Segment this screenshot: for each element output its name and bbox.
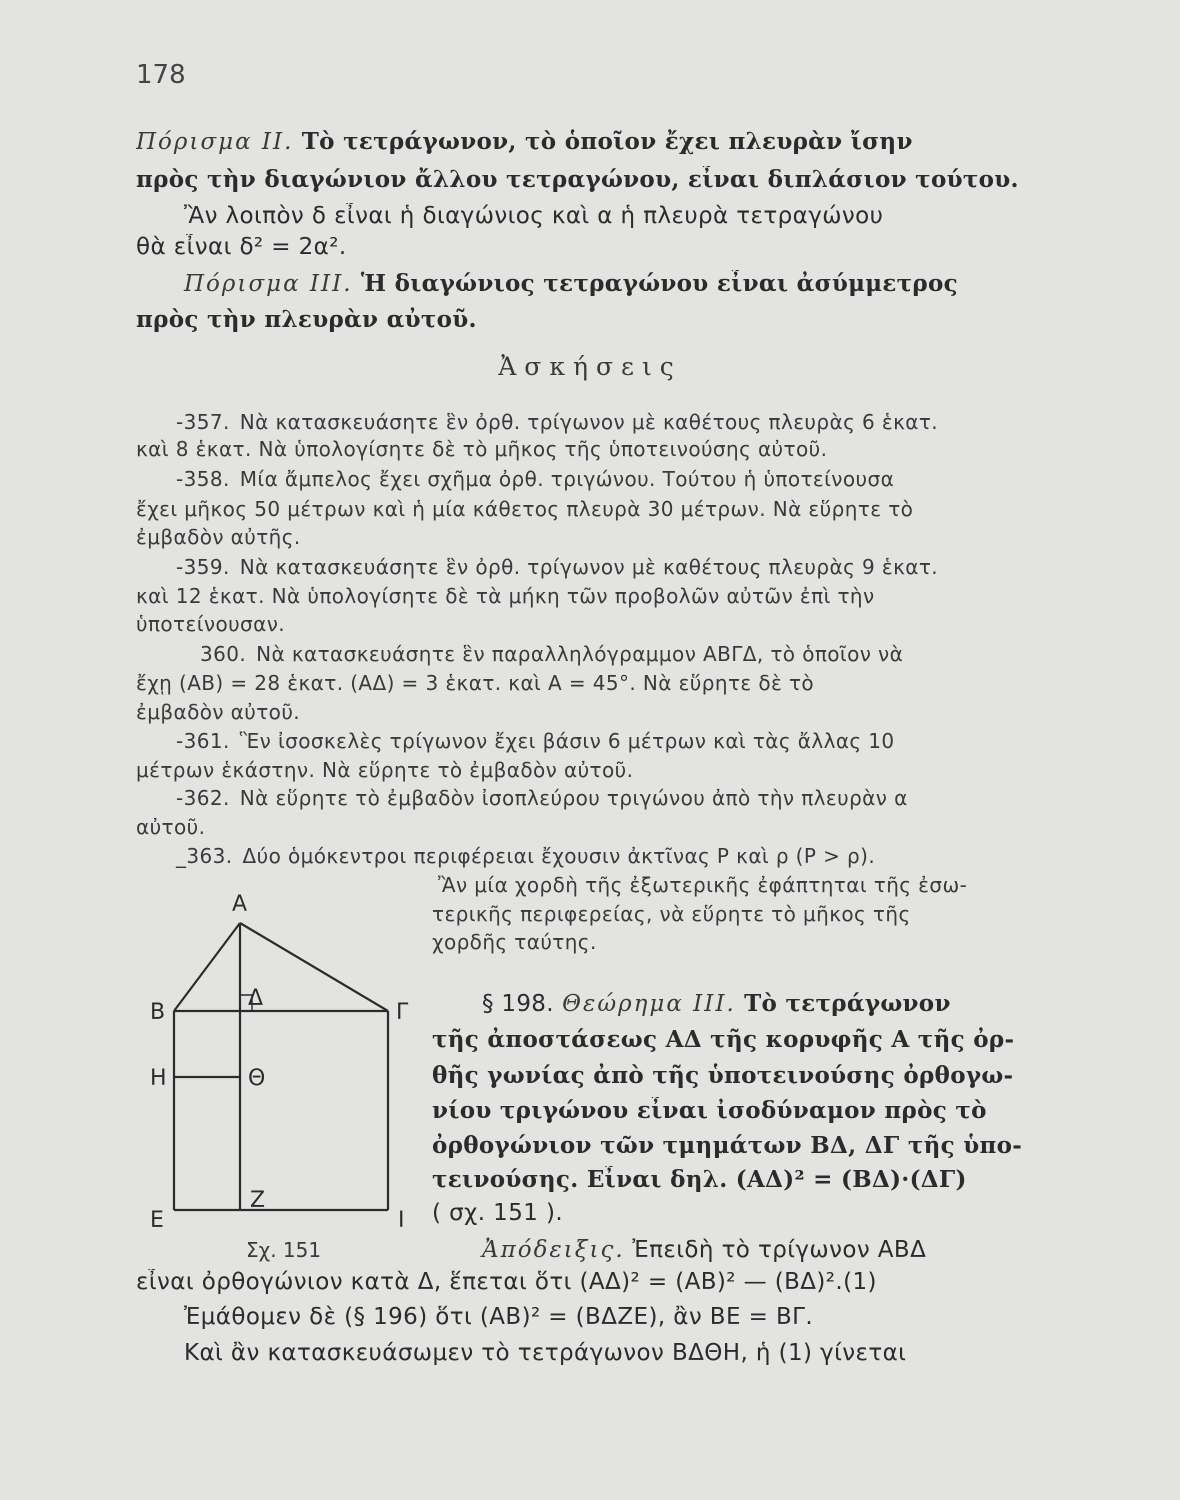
proof-line2: εἶναι ὀρθογώνιον κατὰ Δ, ἕπεται ὅτι (ΑΔ)² = (ΑΒ)² — (ΒΔ)².(1) xyxy=(136,1269,877,1295)
label-D: Δ xyxy=(248,986,264,1011)
exercise-361-line2: μέτρων ἑκάστην. Νὰ εὕρητε τὸ ἐμβαδὸν αὐτοῦ. xyxy=(136,758,634,782)
side-AB xyxy=(174,923,240,1011)
label-B: Β xyxy=(150,1000,166,1025)
exercise-number: -359. xyxy=(176,555,230,579)
exercise-number: _363. xyxy=(176,844,233,868)
figure-151 xyxy=(140,885,420,1235)
exercise-361-line1 xyxy=(136,729,1063,753)
exercise-357-line2: καὶ 8 ἑκατ. Νὰ ὑπολογίσητε δὲ τὸ μῆκος τῆς ὑποτεινούσης αὐτοῦ. xyxy=(136,437,828,461)
proof-line1 xyxy=(432,1237,1064,1263)
label-Th: Θ xyxy=(248,1066,266,1091)
proof-text1: Ἐπειδὴ τὸ τρίγωνον ΑΒΔ xyxy=(632,1237,927,1263)
exercise-363-line4: χορδῆς ταύτης. xyxy=(432,930,597,954)
exercise-number: -362. xyxy=(176,786,230,810)
exercise-360-line3: ἐμβαδὸν αὐτοῦ. xyxy=(136,700,301,724)
exercises-heading: Ἀσκήσεις xyxy=(498,352,682,381)
porisma3-label: Πόρισμα III. xyxy=(184,271,353,297)
theorem-label: Θεώρημα III. xyxy=(562,991,736,1017)
theorem-line4: νίου τριγώνου εἶναι ἰσοδύναμον πρὸς τὸ xyxy=(432,1097,987,1124)
exercise-362-line1 xyxy=(136,786,1063,810)
exercise-number: -357. xyxy=(176,410,230,434)
exercise-358-line2: ἔχει μῆκος 50 μέτρων καὶ ἡ μία κάθετος πλευρὰ 30 μέτρων. Νὰ εὕρητε τὸ xyxy=(136,497,914,521)
theorem-line7: ( σχ. 151 ). xyxy=(432,1200,564,1226)
exercise-text: Νὰ κατασκευάσητε ἓν ὀρθ. τρίγωνον μὲ καθέτους πλευρὰς 9 ἑκατ. xyxy=(239,555,939,579)
exercise-text: Νὰ εὕρητε τὸ ἐμβαδὸν ἰσοπλεύρου τριγώνου ἀπὸ τὴν πλευρὰν α xyxy=(239,786,908,810)
porisma2-label: Πόρισμα II. xyxy=(136,129,294,155)
theorem-line2: τῆς ἀποστάσεως ΑΔ τῆς κορυφῆς Α τῆς ὀρ- xyxy=(432,1026,1015,1053)
exercise-number: -361. xyxy=(176,729,230,753)
exercise-359-line1 xyxy=(136,555,1063,579)
page-number: 178 xyxy=(136,60,186,90)
exercise-363-line2: Ἂν μία χορδὴ τῆς ἐξωτερικῆς ἐφάπτηται τῆς ἐσω- xyxy=(438,873,968,897)
label-H: Η xyxy=(150,1066,167,1091)
theorem-section: § 198. xyxy=(482,991,554,1017)
exercise-363-line1 xyxy=(136,844,1063,868)
exercise-text: Μία ἄμπελος ἔχει σχῆμα ὀρθ. τριγώνου. Τούτου ἡ ὑποτείνουσα xyxy=(239,467,895,491)
label-G: Γ xyxy=(396,1000,409,1025)
label-E: Ε xyxy=(150,1208,164,1233)
figure-caption: Σχ. 151 xyxy=(246,1238,322,1262)
label-A: Α xyxy=(232,892,248,917)
proof-line4: Καὶ ἂν κατασκευάσωμεν τὸ τετράγωνον ΒΔΘΗ, ἡ (1) γίνεται xyxy=(184,1340,907,1366)
proof-label: Ἀπόδειξις. xyxy=(482,1237,625,1263)
theorem-line6: τεινούσης. Εἶναι δηλ. (ΑΔ)² = (ΒΔ)·(ΔΓ) xyxy=(432,1166,967,1193)
proof-line3: Ἐμάθομεν δὲ (§ 196) ὅτι (ΑΒ)² = (ΒΔΖΕ), ἂν ΒΕ = ΒΓ. xyxy=(184,1304,814,1330)
porisma2-line3: Ἂν λοιπὸν δ εἶναι ἡ διαγώνιος καὶ α ἡ πλευρὰ τετραγώνου xyxy=(184,203,884,229)
porisma2-line1 xyxy=(136,128,1063,155)
label-I: Ι xyxy=(398,1208,405,1233)
exercise-359-line2: καὶ 12 ἑκατ. Νὰ ὑπολογίσητε δὲ τὰ μήκη τῶν προβολῶν αὐτῶν ἐπὶ τὴν xyxy=(136,584,875,608)
exercise-text: Ἓν ἰσοσκελὲς τρίγωνον ἔχει βάσιν 6 μέτρων καὶ τὰς ἄλλας 10 xyxy=(239,729,895,753)
exercise-number: -358. xyxy=(176,467,230,491)
exercise-359-line3: ὑποτείνουσαν. xyxy=(136,612,286,636)
theorem-line5: ὀρθογώνιον τῶν τμημάτων ΒΔ, ΔΓ τῆς ὑπο- xyxy=(432,1132,1023,1159)
porisma2-line4: θὰ εἶναι δ² = 2α². xyxy=(136,234,347,260)
exercise-number: 360. xyxy=(200,642,247,666)
porisma3-line2: πρὸς τὴν πλευρὰν αὐτοῦ. xyxy=(136,306,477,333)
exercise-360-line2: ἔχῃ (ΑΒ) = 28 ἑκατ. (ΑΔ) = 3 ἑκατ. καὶ Α = 45°. Νὰ εὕρητε δὲ τὸ xyxy=(136,671,815,695)
exercise-358-line1 xyxy=(136,467,1063,491)
exercise-text: Δύο ὁμόκεντροι περιφέρειαι ἔχουσιν ἀκτῖνας Ρ καὶ ρ (Ρ > ρ). xyxy=(242,844,876,868)
porisma3-text1: Ἡ διαγώνιος τετραγώνου εἶναι ἀσύμμετρος xyxy=(360,270,958,297)
exercise-358-line3: ἐμβαδὸν αὐτῆς. xyxy=(136,525,301,549)
exercise-363-line3: τερικῆς περιφερείας, νὰ εὕρητε τὸ μῆκος τῆς xyxy=(432,902,911,926)
porisma3-line1 xyxy=(136,270,1063,297)
theorem-line3: θῆς γωνίας ἀπὸ τῆς ὑποτεινούσης ὀρθογω- xyxy=(432,1062,1014,1089)
porisma2-line2: πρὸς τὴν διαγώνιον ἄλλου τετραγώνου, εἶναι διπλάσιον τούτου. xyxy=(136,166,1019,193)
label-Z: Ζ xyxy=(250,1188,266,1213)
exercise-text: Νὰ κατασκευάσητε ἓν παραλληλόγραμμον ΑΒΓΔ, τὸ ὁποῖον νὰ xyxy=(256,642,904,666)
exercise-360-line1 xyxy=(136,642,1063,666)
exercise-362-line2: αὐτοῦ. xyxy=(136,815,206,839)
theorem-line1 xyxy=(432,990,1064,1017)
theorem-text1: Τὸ τετράγωνον xyxy=(744,990,951,1017)
exercise-text: Νὰ κατασκευάσητε ἓν ὀρθ. τρίγωνον μὲ καθέτους πλευρὰς 6 ἑκατ. xyxy=(239,410,939,434)
porisma2-text1: Τὸ τετράγωνον, τὸ ὁποῖον ἔχει πλευρὰν ἴσην xyxy=(301,128,913,155)
exercise-357-line1 xyxy=(136,410,1063,434)
